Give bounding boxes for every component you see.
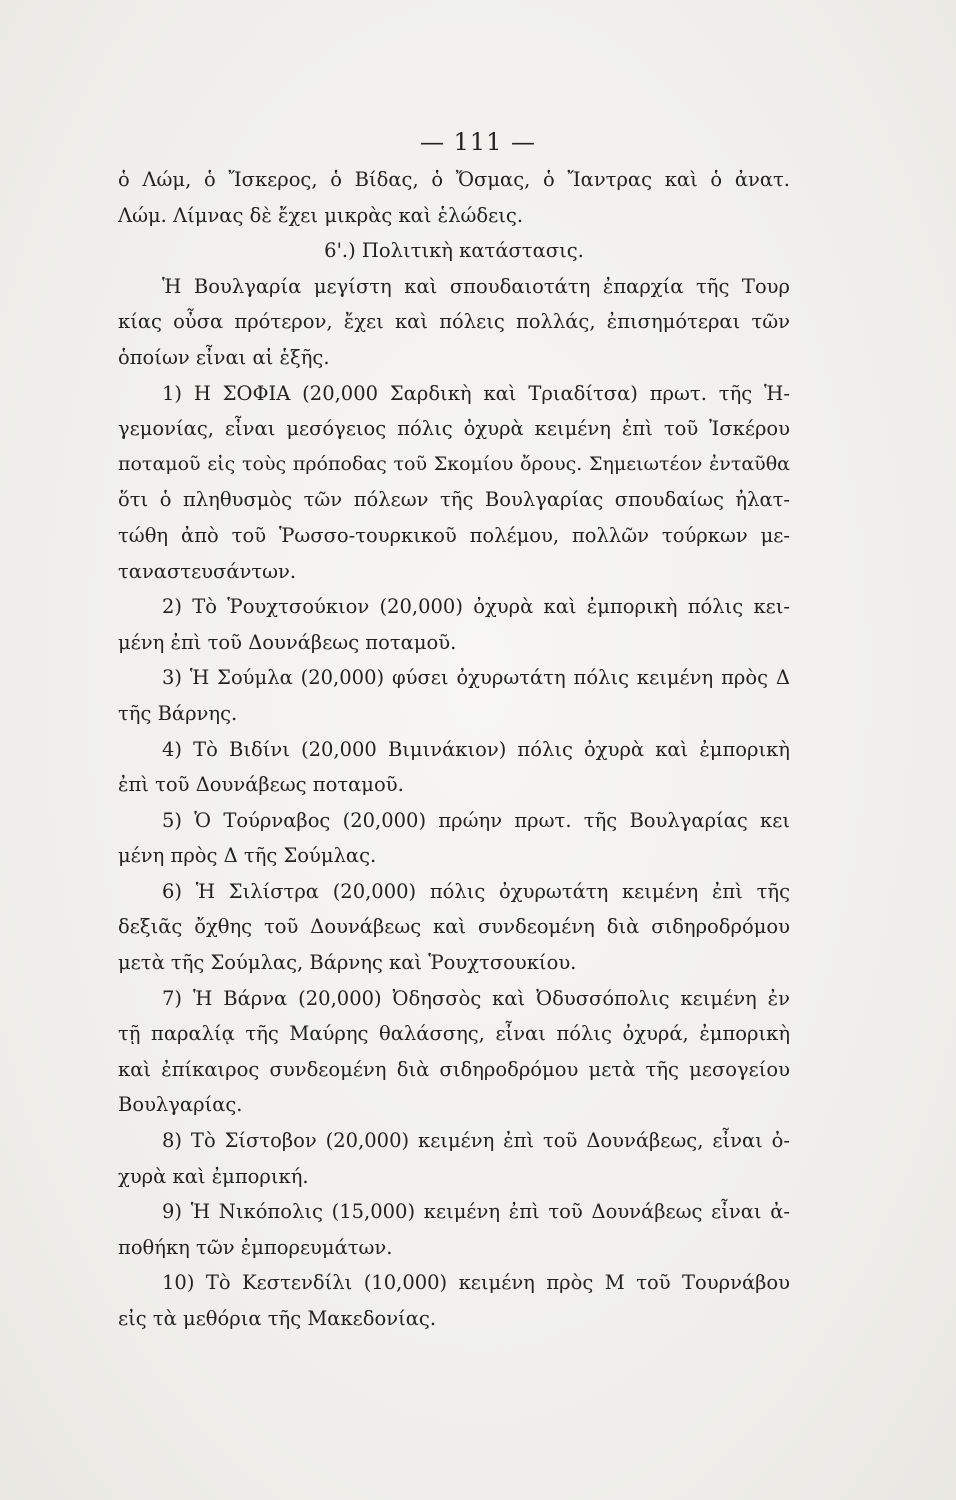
text-line: δεξιᾶς ὄχθης τοῦ Δουνάβεως καὶ συνδεομένη διὰ σιδηροδρόμου — [118, 915, 790, 939]
text-line: ποταμοῦ εἰς τοὺς πρόποδας τοῦ Σκομίου ὄρους. Σημειωτέον ἐνταῦθα — [118, 452, 790, 475]
list-item-sistovon: 8) Τὸ Σίστοβον (20,000) κειμένη ἐπὶ τοῦ Δουνάβεως, εἶναι ὀ- — [162, 1129, 790, 1153]
section-heading: 6'.) Πολιτικὴ κατάστασις. — [324, 239, 584, 263]
text-line: Ἡ Βουλγαρία μεγίστη καὶ σπουδαιοτάτη ἐπαρχία τῆς Τουρ — [162, 274, 790, 298]
list-item-tournavos: 5) Ὁ Τούρναβος (20,000) πρώην πρωτ. τῆς Βουλγαρίας κει — [162, 808, 790, 832]
text-line: κίας οὖσα πρότερον, ἔχει καὶ πόλεις πολλάς, ἐπισημότεραι τῶν — [118, 310, 790, 334]
text-line: μένη ἐπὶ τοῦ Δουνάβεως ποταμοῦ. — [118, 630, 457, 654]
list-item-kestendil: 10) Τὸ Κεστενδίλι (10,000) κειμένη πρὸς Μ τοῦ Τουρνάβου — [162, 1271, 790, 1295]
text-line: τῇ παραλίᾳ τῆς Μαύρης θαλάσσης, εἶναι πόλις ὀχυρά, ἐμπορικὴ — [118, 1022, 790, 1046]
text-line: ποθήκη τῶν ἐμπορευμάτων. — [118, 1235, 393, 1259]
list-item-vidin: 4) Τὸ Βιδίνι (20,000 Βιμινάκιον) πόλις ὀχυρὰ καὶ ἐμπορικὴ — [162, 737, 790, 761]
text-line: χυρὰ καὶ ἐμπορική. — [118, 1164, 309, 1188]
text-line: ταναστευσάντων. — [118, 559, 297, 583]
text-line: τῆς Βάρνης. — [118, 701, 238, 725]
text-line: μετὰ τῆς Σούμλας, Βάρνης καὶ Ῥουχτσουκίου. — [118, 951, 577, 975]
text-line: ὁ Λώμ, ὁ Ἴσκερος, ὁ Βίδας, ὁ Ὄσμας, ὁ Ἴαντρας καὶ ὁ ἀνατ. — [118, 168, 790, 191]
list-item-rouschouk: 2) Τὸ Ῥουχτσούκιον (20,000) ὀχυρὰ καὶ ἐμπορικὴ πόλις κει- — [162, 595, 790, 619]
text-line: τώθη ἀπὸ τοῦ Ῥωσσο-τουρκικοῦ πολέμου, πολλῶν τούρκων με- — [118, 523, 790, 547]
text-line: ἐπὶ τοῦ Δουνάβεως ποταμοῦ. — [118, 773, 404, 797]
text-line: εἰς τὰ μεθόρια τῆς Μακεδονίας. — [118, 1307, 437, 1330]
text-line: Λώμ. Λίμνας δὲ ἔχει μικρὰς καὶ ἑλώδεις. — [118, 203, 524, 227]
list-item-silistra: 6) Ἡ Σιλίστρα (20,000) πόλις ὀχυρωτάτη κειμένη ἐπὶ τῆς — [162, 879, 790, 903]
text-line: μένη πρὸς Δ τῆς Σούμλας. — [118, 844, 377, 868]
list-item-shumla: 3) Ἡ Σούμλα (20,000) φύσει ὀχυρωτάτη πόλις κειμένη πρὸς Δ — [162, 666, 790, 690]
list-item-nikopolis: 9) Ἡ Νικόπολις (15,000) κειμένη ἐπὶ τοῦ Δουνάβεως εἶναι ἀ- — [162, 1200, 790, 1224]
text-line: Βουλγαρίας. — [118, 1093, 243, 1117]
page-text — [118, 162, 790, 1337]
text-line: καὶ ἐπίκαιρος συνδεομένη διὰ σιδηροδρόμου μετὰ τῆς μεσογείου — [118, 1057, 790, 1081]
text-line: ὅτι ὁ πληθυσμὸς τῶν πόλεων τῆς Βουλγαρίας σπουδαίως ἠλατ- — [118, 488, 790, 512]
list-item-varna: 7) Ἡ Βάρνα (20,000) Ὀδησσὸς καὶ Ὀδυσσόπολις κειμένη ἐν — [162, 986, 790, 1010]
text-line: ὁποίων εἶναι αἱ ἑξῆς. — [118, 345, 330, 369]
list-item-sofia: 1) Η ΣΟΦΙΑ (20,000 Σαρδικὴ καὶ Τριαδίτσα) πρωτ. τῆς Ἡ- — [162, 381, 790, 405]
text-line: γεμονίας, εἶναι μεσόγειος πόλις ὀχυρὰ κειμένη ἐπὶ τοῦ Ἰσκέρου — [118, 417, 790, 441]
page-number: — 111 — — [419, 128, 537, 156]
